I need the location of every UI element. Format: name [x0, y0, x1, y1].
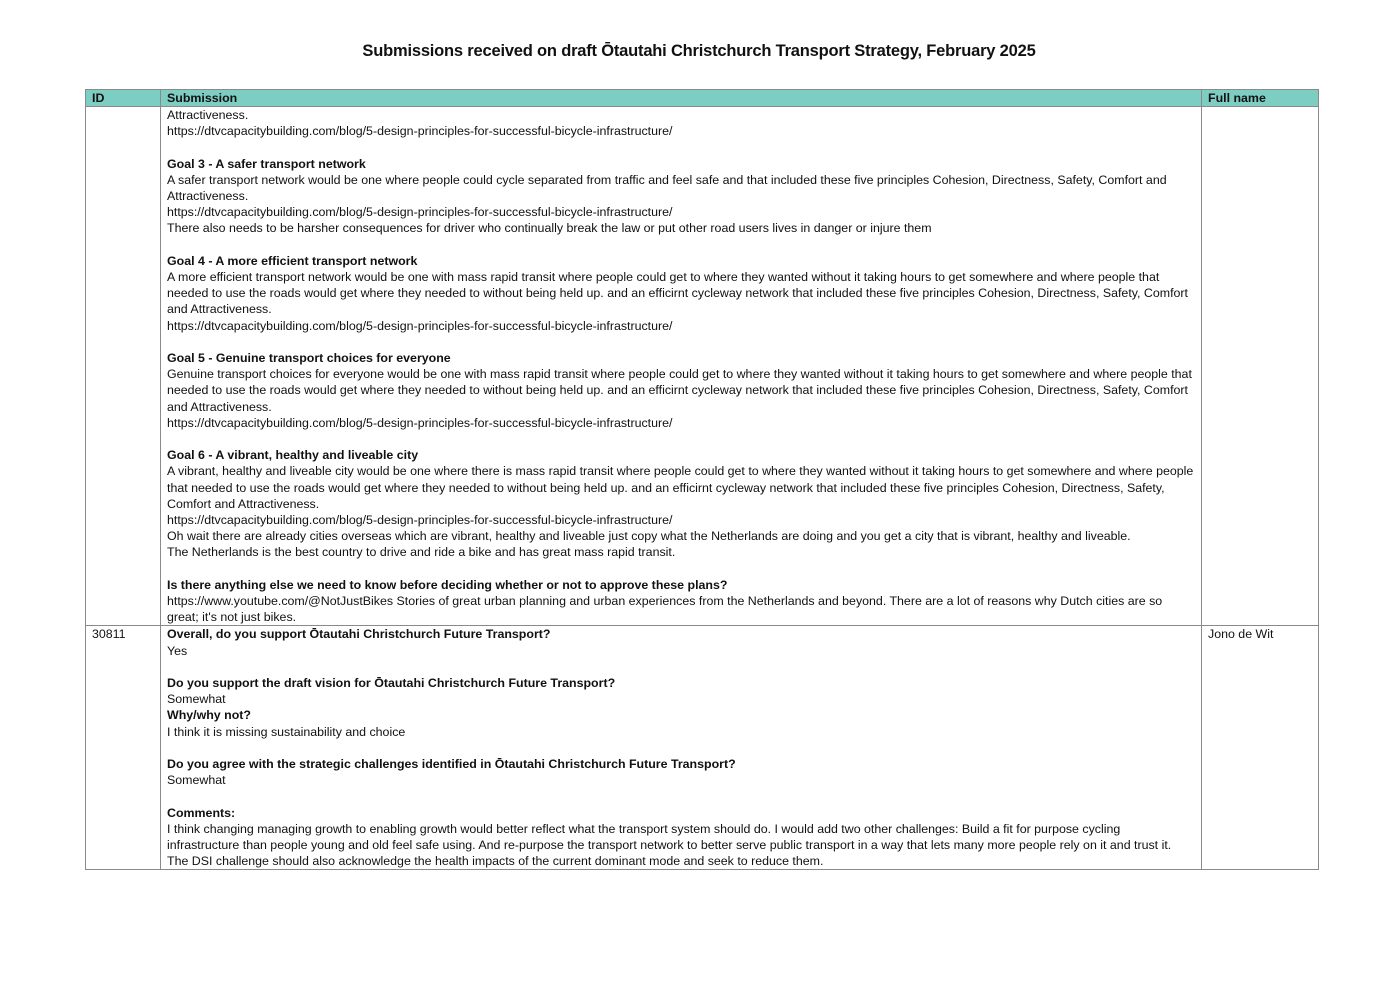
answer-text: Yes	[167, 643, 188, 658]
submission-link: https://dtvcapacitybuilding.com/blog/5-design-principles-for-successful-bicycle-infrastructure/	[167, 513, 673, 528]
cell-id: 30811	[86, 626, 161, 870]
submission-text: A safer transport network would be one where people could cycle separated from traffic and feel safe and that included these five principles Cohesion, Directness, Safety, Comfort and Attractiveness.	[167, 172, 1167, 203]
answer-text: I think it is missing sustainability and choice	[167, 724, 406, 739]
goal-heading: Goal 5 - Genuine transport choices for everyone	[167, 351, 451, 365]
table-row	[86, 626, 1319, 870]
question-heading: Do you agree with the strategic challenges identified in Ōtautahi Christchurch Future Transport?	[167, 757, 736, 772]
question-heading: Why/why not?	[167, 708, 251, 723]
submission-link: https://dtvcapacitybuilding.com/blog/5-design-principles-for-successful-bicycle-infrastructure/	[167, 415, 673, 430]
submission-text: A vibrant, healthy and liveable city would be one where there is mass rapid transit where people could get to where they wanted without it taking hours to get somewhere and where people that needed to use the roads would get where they needed to without being held up. and an efficirnt cycleway network that included these five principles Cohesion, Directness, Safety, Comfort and Attractiveness.	[167, 464, 1194, 511]
answer-text: Somewhat	[167, 692, 226, 707]
document-title: Submissions received on draft Ōtautahi Christchurch Transport Strategy, February 2025	[362, 42, 1036, 60]
submission-text: A more efficient transport network would be one with mass rapid transit where people could get to where they wanted without it taking hours to get somewhere and where people that needed to use the roads would get where they needed to without being held up. and an efficirnt cycleway network that included these five principles Cohesion, Directness, Safety, Comfort and Attractiveness.	[167, 270, 1188, 317]
submission-text: Oh wait there are already cities overseas which are vibrant, healthy and liveable just copy what the Netherlands are doing and you get a city that is vibrant, healthy and liveable.	[167, 529, 1131, 544]
cell-full-name	[1202, 107, 1319, 626]
submission-text: https://www.youtube.com/@NotJustBikes Stories of great urban planning and urban experiences from the Netherlands and beyond. There are a lot of reasons why Dutch cities are so great; it's not just bikes.	[167, 594, 1163, 625]
header-submission: Submission	[161, 90, 1202, 107]
cell-submission	[161, 107, 1202, 626]
cell-id	[86, 107, 161, 626]
submission-text: The Netherlands is the best country to drive and ride a bike and has great mass rapid transit.	[167, 545, 676, 560]
header-id: ID	[86, 90, 161, 107]
header-full-name: Full name	[1202, 90, 1319, 107]
submission-link: https://dtvcapacitybuilding.com/blog/5-design-principles-for-successful-bicycle-infrastructure/	[167, 318, 673, 333]
comments-heading: Comments:	[167, 805, 236, 820]
answer-text: Somewhat	[167, 773, 226, 788]
submission-text: Genuine transport choices for everyone would be one with mass rapid transit where people could get to where they wanted without it taking hours to get somewhere and where people that needed to use the roads would get where they needed to without being held up. and an efficirnt cycleway network that included these five principles Cohesion, Directness, Safety, Comfort and Attractiveness.	[167, 367, 1192, 414]
submission-text: There also needs to be harsher consequences for driver who continually break the law or put other road users lives in danger or injure them	[167, 221, 932, 236]
submission-text: Attractiveness.	[167, 108, 249, 122]
submission-link: https://dtvcapacitybuilding.com/blog/5-design-principles-for-successful-bicycle-infrastructure/	[167, 205, 673, 220]
table-row	[86, 107, 1319, 626]
comments-text: I think changing managing growth to enabling growth would better reflect what the transport system should do. I would add two other challenges: Build a fit for purpose cycling infrastructure than people young and old feel safe using. And re-purpose the transport network to better serve public transport in a way that lets many more people rely on it and trust it.	[167, 821, 1172, 853]
submissions-table	[85, 89, 1319, 870]
goal-heading: Goal 4 - A more efficient transport network	[167, 253, 418, 268]
question-heading: Is there anything else we need to know before deciding whether or not to approve these plans?	[167, 577, 728, 592]
submission-link: https://dtvcapacitybuilding.com/blog/5-design-principles-for-successful-bicycle-infrastructure/	[167, 124, 673, 139]
question-heading: Do you support the draft vision for Ōtautahi Christchurch Future Transport?	[167, 676, 616, 691]
cell-submission	[161, 626, 1202, 870]
comments-text: The DSI challenge should also acknowledge the health impacts of the current dominant mode and seek to reduce them.	[167, 854, 824, 869]
question-heading: Overall, do you support Ōtautahi Christchurch Future Transport?	[167, 627, 551, 642]
goal-heading: Goal 6 - A vibrant, healthy and liveable city	[167, 448, 419, 463]
cell-full-name: Jono de Wit	[1202, 626, 1319, 870]
goal-heading: Goal 3 - A safer transport network	[167, 156, 366, 171]
table-header-row	[86, 90, 1319, 107]
